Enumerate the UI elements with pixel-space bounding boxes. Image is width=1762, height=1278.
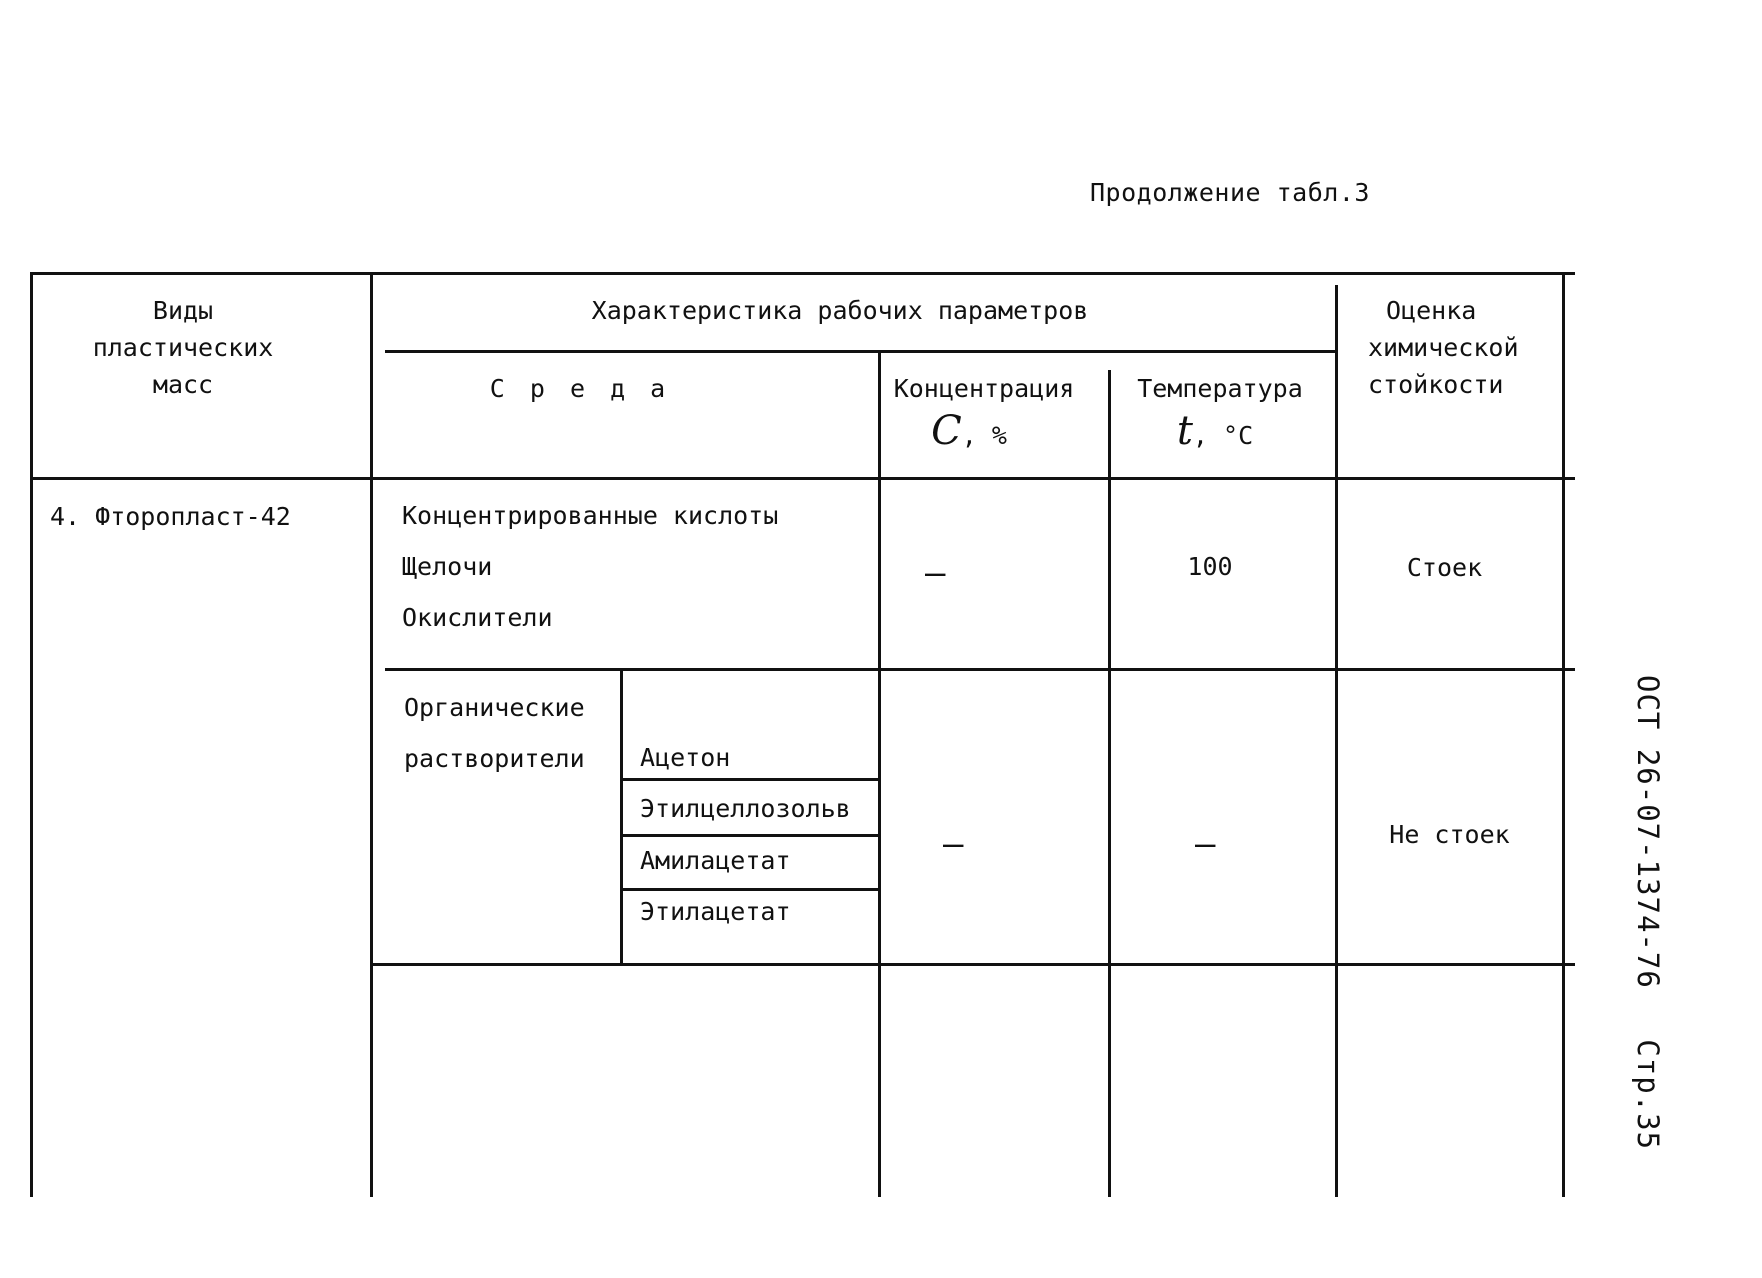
resistant-concentration-value: — [925, 553, 946, 593]
organic-solvents-group-line-2: растворители [404, 744, 585, 773]
page-number: Стр.35 [1631, 1039, 1665, 1151]
medium-item: Окислители [402, 603, 553, 632]
table-continuation-label: Продолжение табл.3 [1090, 178, 1370, 207]
table-right-border [1562, 272, 1565, 1197]
first-material-group-divider [385, 668, 1575, 671]
chemical-resistance-header-line-3: стойкости [1368, 370, 1504, 399]
solvent-divider-1 [623, 778, 881, 781]
resistance-column-left-border [1335, 285, 1338, 1197]
organic-solvents-group [404, 693, 585, 774]
resistant-temperature-value: 100 [1187, 552, 1233, 581]
medium-item: Концентрированные кислоты [402, 501, 779, 530]
concentration-header [874, 374, 1094, 455]
solvent-item: Этилацетат [640, 897, 791, 926]
temperature-unit: , °C [1192, 421, 1254, 450]
solvent-divider-2 [623, 834, 881, 837]
nonresistant-rating: Не стоек [1389, 820, 1510, 849]
temperature-symbol: t [1176, 408, 1193, 454]
solvent-item: Ацетон [640, 743, 731, 772]
working-parameters-header: Характеристика рабочих параметров [591, 296, 1089, 325]
concentration-unit-line [874, 407, 1094, 455]
material-column-divider [370, 272, 373, 1197]
solvent-group-divider [620, 668, 623, 963]
chemical-resistance-header [1368, 296, 1548, 400]
solvent-item: Амилацетат [640, 846, 791, 875]
nonresistant-temperature-value: — [1195, 824, 1216, 864]
temperature-unit-line [1111, 407, 1329, 455]
resistant-rating: Стоек [1406, 553, 1483, 582]
concentration-symbol: C [931, 408, 962, 454]
material-name: 4. Фторопласт-42 [50, 502, 291, 531]
organic-solvents-group-line-1: Органические [404, 693, 585, 722]
temperature-column-left-border [1108, 370, 1111, 1197]
temperature-header-label: Температура [1137, 374, 1303, 403]
second-material-group-divider [370, 963, 1575, 966]
plastic-types-header-line-1: Виды [152, 296, 214, 325]
chemical-resistance-header-line-1: Оценка [1386, 296, 1477, 325]
nonresistant-concentration-value: — [943, 824, 964, 864]
concentration-column-left-border [878, 350, 881, 1197]
parameters-header-divider [385, 350, 1335, 353]
solvent-item: Этилцеллозольв [640, 794, 851, 823]
table-top-border [30, 272, 1575, 275]
plastic-types-header [68, 296, 298, 400]
chemical-resistance-header-line-2: химической [1368, 333, 1519, 362]
table-left-border [30, 272, 33, 1197]
table-header-bottom-border [30, 477, 1575, 480]
medium-item: Щелочи [402, 552, 493, 581]
medium-header: С р е д а [489, 374, 671, 403]
plastic-types-header-line-3: масс [152, 370, 214, 399]
concentration-unit: , % [961, 421, 1007, 450]
solvent-divider-3 [623, 888, 881, 891]
concentration-header-label: Концентрация [893, 374, 1075, 403]
resistant-media-list [402, 501, 778, 633]
document-side-label [1631, 675, 1665, 1150]
document-code: ОСТ 26-07-1374-76 [1631, 675, 1665, 989]
plastic-types-header-line-2: пластических [92, 333, 274, 362]
temperature-header [1111, 374, 1329, 455]
